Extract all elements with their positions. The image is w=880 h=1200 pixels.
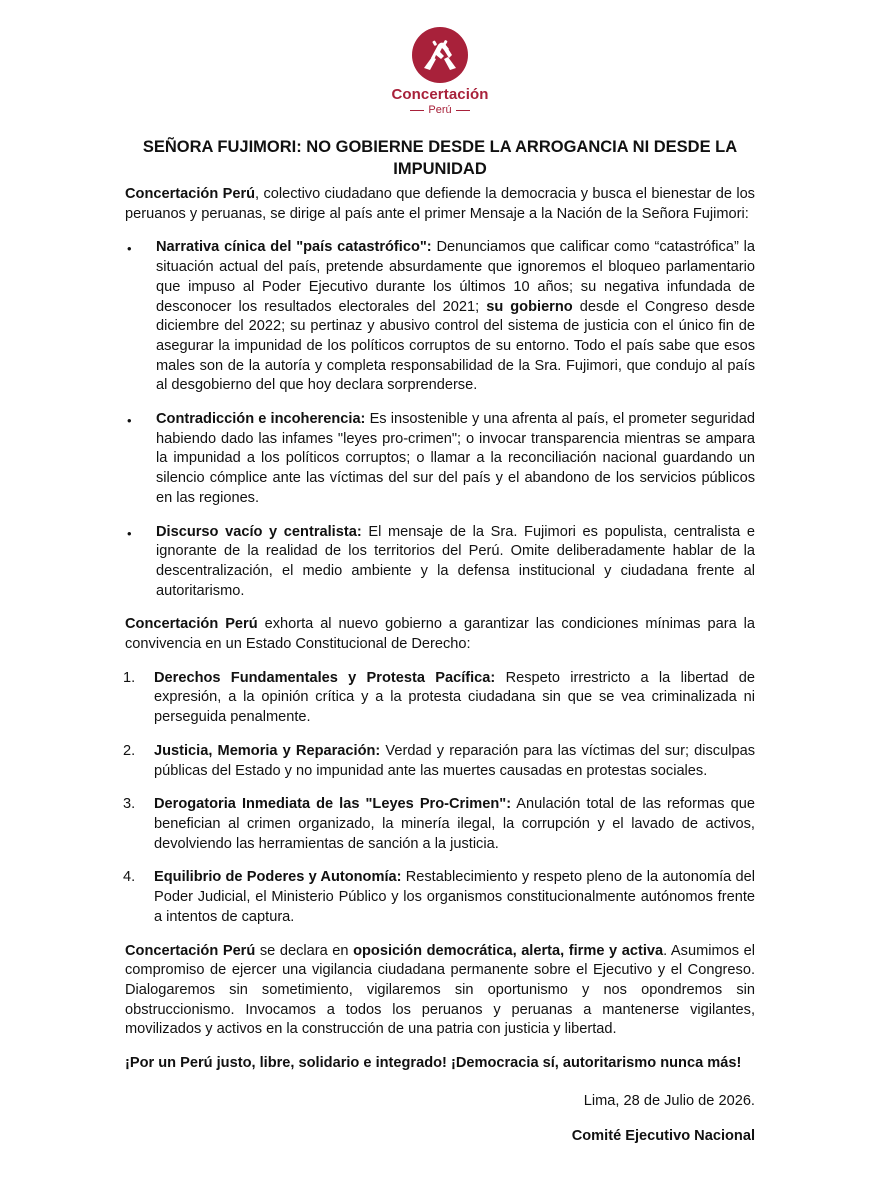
- list-item-text: Respeto irrestricto a la libertad de expresión, a la opinión crítica y a la protesta ciudadana sin que se vea criminalizada ni perseguida penalmente.: [154, 669, 755, 726]
- declaration-text: se declara en: [255, 942, 354, 959]
- list-item-text: Verdad y reparación para las víctimas del sur; disculpas públicas del Estado y no impunidad ante las muertes causadas en protestas sociales.: [154, 742, 755, 779]
- exhort-paragraph: [125, 615, 755, 654]
- org-name: Concertación Perú: [125, 186, 256, 202]
- org-name: Concertación Perú: [125, 616, 258, 633]
- list-item-text: Denunciamos que calificar como “catastrófica” la situación actual del país, pretende absurdamente que ignoremos el bloqueo parlamentario que impuso al Poder Ejecutivo durante los últimos 10 años; su negativa infundada de desconocer los resultados electorales del 2021;: [156, 239, 755, 315]
- list-item-text: Restablecimiento y respeto pleno de la autonomía del Poder Judicial, el Ministerio Público y los organismos constitucionalmente autónomos frente a intentos de captura.: [154, 869, 755, 925]
- list-item-body: [156, 523, 755, 602]
- intro-paragraph: [125, 185, 755, 224]
- bullet-list: [125, 238, 755, 601]
- logo-name: Concertación: [391, 86, 489, 103]
- list-item-body: [156, 238, 755, 396]
- list-item-heading: Derechos Fundamentales y Protesta Pacífica:: [154, 669, 496, 686]
- list-item-text: desde el Congreso desde diciembre del 2022; su pertinaz y abusivo control del sistema de justicia con el único fin de asegurar la impunidad de los políticos corruptos de su entorno. Todo el país sabe que esos males son de la autoría y completa responsabilidad de la Sra. Fujimori, que condujo al país al desgobierno del que hoy declara sorprenderse.: [156, 298, 755, 394]
- bullet-marker: •: [127, 241, 132, 257]
- exhort-text: exhorta al nuevo gobierno a garantizar las condiciones mínimas para la convivencia en un Estado Constitucional de Derecho:: [125, 616, 755, 653]
- list-item-body: [154, 795, 755, 854]
- document-title: SEÑORA FUJIMORI: NO GOBIERNE DESDE LA ARROGANCIA NI DESDE LA IMPUNIDAD: [142, 138, 738, 178]
- number-marker: 3.: [123, 796, 136, 813]
- list-item: [125, 868, 755, 927]
- logo-sub-text: Perú: [428, 104, 452, 116]
- number-marker: 2.: [123, 742, 136, 759]
- number-marker: 4.: [123, 869, 136, 886]
- list-item-text: Es insostenible y una afrenta al país, el prometer seguridad habiendo dado las infames "leyes pro-crimen"; o invocar transparencia mientras se ampara la impunidad a los políticos corruptos; o llamar a la reconciliación nacional guardando un silencio cómplice ante las víctimas del sur del país y el abandono de los servicios públicos en las regiones.: [156, 411, 755, 506]
- list-item-heading: Justicia, Memoria y Reparación:: [154, 742, 381, 759]
- list-item-heading: Contradicción e incoherencia:: [156, 411, 366, 428]
- list-item-heading: Discurso vacío y centralista:: [156, 523, 362, 540]
- list-item: [125, 410, 755, 509]
- document-body: [125, 185, 755, 1147]
- list-item-heading: Narrativa cínica del "país catastrófico":: [156, 239, 432, 256]
- bullet-marker: •: [127, 525, 132, 541]
- declaration-paragraph: [125, 942, 755, 1041]
- declaration-emphasis: oposición democrática, alerta, firme y activa: [353, 942, 664, 959]
- logo-subtitle: [0, 104, 880, 116]
- list-item: [125, 669, 755, 728]
- numbered-list: [125, 669, 755, 928]
- list-item-heading: Derogatoria Inmediata de las "Leyes Pro-Crimen":: [154, 796, 512, 813]
- organization-logo: [0, 26, 880, 116]
- clasped-hands-icon: [411, 26, 469, 84]
- org-name: Concertación Perú: [125, 942, 256, 959]
- closing-slogan: ¡Por un Perú justo, libre, solidario e integrado! ¡Democracia sí, autoritarismo nunca más!: [125, 1055, 742, 1072]
- signature: Comité Ejecutivo Nacional: [571, 1128, 755, 1145]
- list-item-body: [154, 669, 755, 728]
- bullet-marker: •: [127, 413, 132, 429]
- intro-text: , colectivo ciudadano que defiende la democracia y busca el bienestar de los peruanos y peruanas, se dirige al país ante el primer Mensaje a la Nación de la Señora Fujimori:: [125, 186, 755, 222]
- list-item: [125, 795, 755, 854]
- list-item-emphasis: su gobierno: [486, 298, 573, 315]
- list-item-text: El mensaje de la Sra. Fujimori es populista, centralista e ignorante de la realidad de los territorios del Perú. Omite deliberadamente hablar de la descentralización, el medio ambiente y la defensa institucional y ciudadana frente al autoritarismo.: [156, 523, 755, 599]
- list-item-body: [154, 742, 755, 781]
- document-date: Lima, 28 de Julio de 2026.: [583, 1092, 755, 1109]
- list-item: [125, 238, 755, 396]
- list-item-body: [154, 868, 755, 927]
- list-item-heading: Equilibrio de Poderes y Autonomía:: [154, 869, 402, 886]
- signature-block: [125, 1127, 755, 1147]
- list-item: [125, 523, 755, 602]
- declaration-text: . Asumimos el compromiso de ejercer una vigilancia ciudadana permanente sobre el Ejecutivo y el Congreso. Dialogaremos sin sometimiento, vigilaremos sin oportunismo y nos opondremos sin obstruccionismo. Invocamos a todos los peruanos y peruanas a mantenerse vigilantes, movilizados y activos en la construcción de una patria con justicia y libertad.: [125, 942, 755, 1038]
- number-marker: 1.: [123, 669, 136, 686]
- list-item: [125, 742, 755, 781]
- list-item-body: [156, 410, 755, 509]
- list-item-text: Anulación total de las reformas que benefician al crimen organizado, la minería ilegal, la corrupción y el lavado de activos, devolviendo las herramientas de sanción a la justicia.: [154, 796, 755, 852]
